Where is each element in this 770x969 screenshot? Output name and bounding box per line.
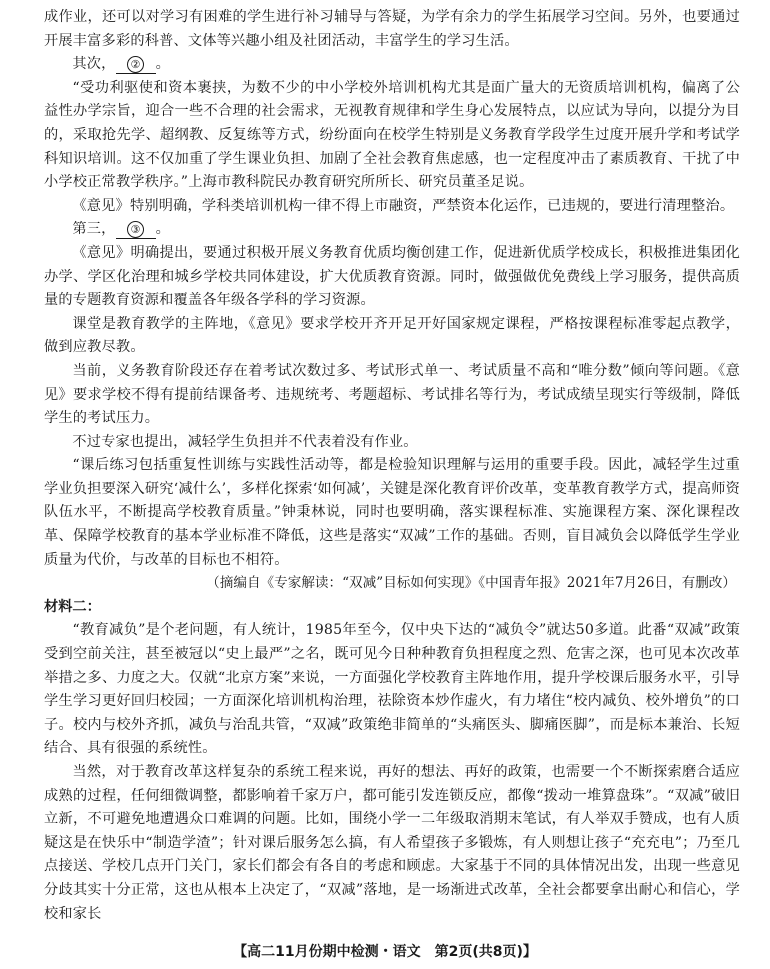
source-citation: （摘编自《专家解读：“双减”目标如何实现》《中国青年报》2021年7月26日，有删改） bbox=[206, 575, 736, 592]
paragraph: “课后练习包括重复性训练与实践性活动等，都是检验知识理解与运用的重要手段。因此，减轻学生过重学业负担要深入研究‘减什么’，多样化探索‘如何减’，关键是深化教育评价改革，变革教育教学方式，提高师资队伍水平，不断提高学校教育质量。”钟秉林说，同时也要明确，落实课程标准、实施课程方案、深化课程改革、保障学校教育的基本学业标准不降低，这些是落实“双减”工作的基础。否则，盲目减负会以降低学生学业质量为代价，与改革的目标也不相符。 bbox=[44, 457, 740, 568]
paragraph: “受功利驱使和资本裹挟，为数不少的中小学校外培训机构尤其是面广量大的无资质培训机构，偏离了公益性办学宗旨，迎合一些不合理的社会需求，无视教育规律和学生身心发展特点，以应试为导向，以提分为目的，采取抢先学、超纲教、反复练等方式，纷纷面向在校学生特别是义务教育学段学生过度开展升学和考试学科知识培训。这不仅加重了学生课业负担、加剧了全社会教育焦虑感，也一定程度冲击了素质教育、干扰了中小学校正常教学秩序。”上海市教科院民办教育研究所所长、研究员董圣足说。 bbox=[44, 79, 740, 191]
third-point-heading bbox=[44, 218, 740, 242]
paragraph: 不过专家也提出，减轻学生负担并不代表着没有作业。 bbox=[72, 433, 418, 450]
paragraph: 课堂是教育教学的主阵地，《意见》要求学校开齐开足开好国家规定课程，严格按课程标准零起点教学，做到应教尽教。 bbox=[44, 315, 740, 356]
material-two-title: 材料二： bbox=[44, 598, 101, 615]
heading-prefix: 第三， bbox=[72, 221, 116, 238]
heading-suffix: 。 bbox=[155, 221, 170, 238]
heading-suffix: 。 bbox=[155, 56, 170, 73]
second-point-heading bbox=[44, 53, 740, 77]
blank-marker: ③ bbox=[127, 221, 144, 238]
paragraph: 当前，义务教育阶段还存在着考试次数过多、考试形式单一、考试质量不高和“唯分数”倾向等问题。《意见》要求学校不得有提前结课备考、违规统考、考题超标、考试排名等行为，考试成绩呈现实行等级制，降低学生的考试压力。 bbox=[44, 362, 740, 427]
paragraph: 成作业，还可以对学习有困难的学生进行补习辅导与答疑，为学有余力的学生拓展学习空间。另外，也要通过开展丰富多彩的科普、文体等兴趣小组及社团活动，丰富学生的学习生活。 bbox=[44, 9, 740, 49]
paragraph: 《意见》特别明确，学科类培训机构一律不得上市融资，严禁资本化运作，已违规的，要进行清理整治。 bbox=[72, 197, 735, 214]
paragraph: 当然，对于教育改革这样复杂的系统工程来说，再好的想法、再好的政策，也需要一个不断探索磨合适应成熟的过程，任何细微调整，都影响着千家万户，都可能引发连锁反应，都像“拨动一堆算盘珠”。“双减”破旧立新，不可避免地遭遇众口难调的问题。比如，围绕小学一二年级取消期末笔试，有人举双手赞成，也有人质疑这是在快乐中“制造学渣”；针对课后服务怎么搞，有人希望孩子多锻炼，有人则想让孩子“充充电”；乃至几点接送、学校几点开门关门，家长们都会有各自的考虑和顾虑。大家基于不同的具体情况出发，出现一些意见分歧其实十分正常，这也从根本上决定了，“双减”落地，是一场渐进式改革，全社会都要拿出耐心和信心，学校和家长 bbox=[44, 764, 740, 922]
blank-marker: ② bbox=[127, 56, 144, 73]
paragraph: 《意见》明确提出，要通过积极开展义务教育优质均衡创建工作，促进新优质学校成长，积极推进集团化办学、学区化治理和城乡学校共同体建设，扩大优质教育资源。同时，做强做优免费线上学习服务，提供高质量的专题教育资源和覆盖各年级各学科的学习资源。 bbox=[44, 244, 740, 309]
heading-prefix: 其次， bbox=[72, 56, 116, 73]
paragraph: “教育减负”是个老问题，有人统计，1985年至今，仅中央下达的“减负令”就达50多道。此番“双减”政策受到空前关注，甚至被冠以“史上最严”之名，既可见今日种种教育负担程度之烈、危害之深，也可见本次改革举措之多、力度之大。仅就“北京方案”来说，一方面强化学校教育主阵地作用，提升学校课后服务水平，引导学生学习更好回归校园；一方面深化培训机构治理，祛除资本炒作虚火，有力堵住“校内减负、校外增负”的口子。校内与校外齐抓，减负与治乱共管，“双减”政策绝非简单的“头痛医头、脚痛医脚”，而是标本兼治、长短结合、具有很强的系统性。 bbox=[44, 622, 740, 757]
page-footer: 【高二11月份期中检测・语文 第2页(共8页)】 bbox=[233, 944, 537, 960]
answer-blank bbox=[116, 220, 156, 239]
answer-blank bbox=[116, 55, 156, 74]
